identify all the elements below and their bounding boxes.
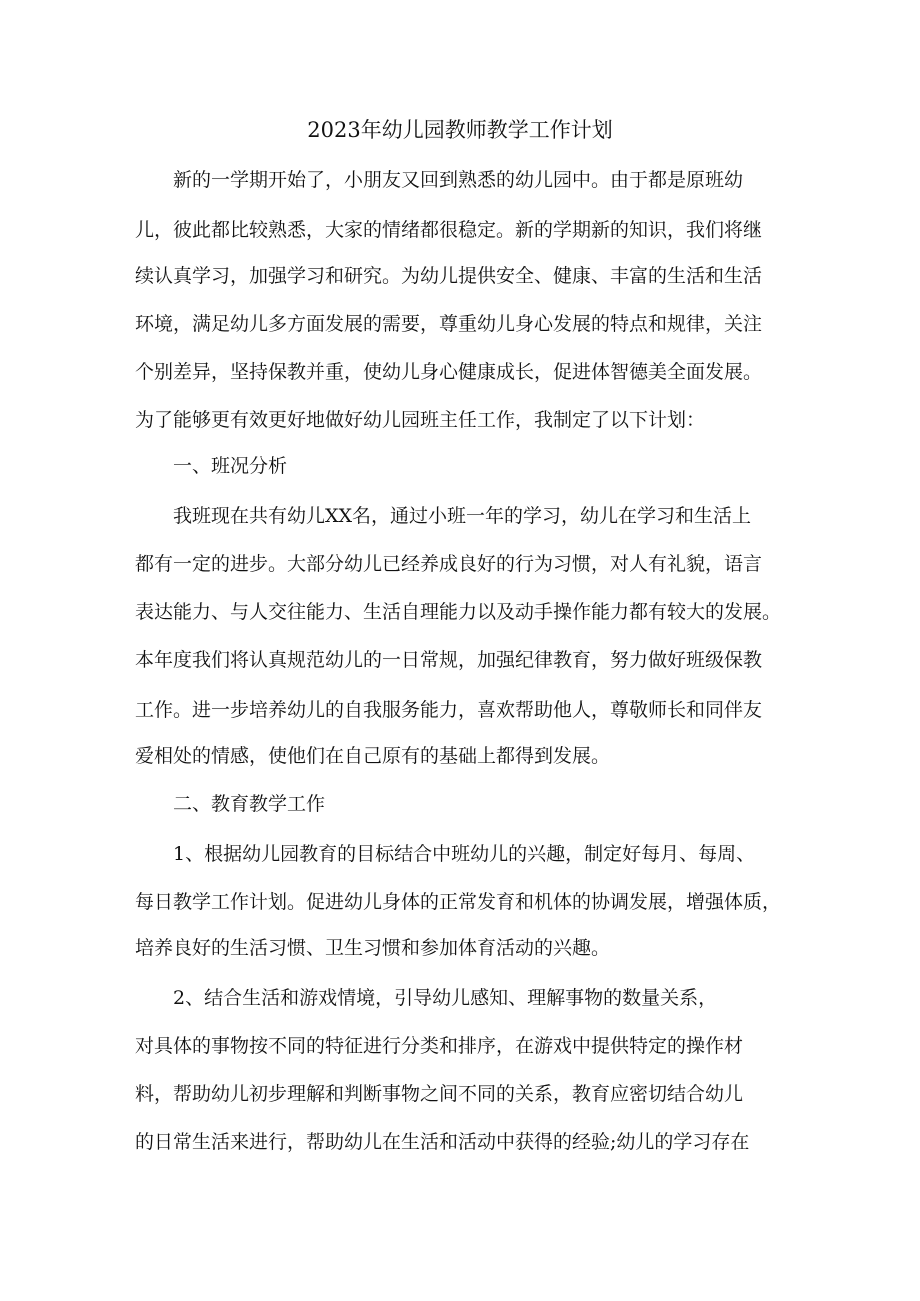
- body-line: 2、结合生活和游戏情境，引导幼儿感知、理解事物的数量关系，: [173, 987, 718, 1009]
- body-line: 1、根据幼儿园教育的目标结合中班幼儿的兴趣，制定好每月、每周、: [173, 843, 756, 865]
- body-line: 新的一学期开始了，小朋友又回到熟悉的幼儿园中。由于都是原班幼: [173, 169, 744, 191]
- body-line: 续认真学习，加强学习和研究。为幼儿提供安全、健康、丰富的生活和生活: [135, 265, 763, 287]
- body-line: 表达能力、与人交往能力、生活自理能力以及动手操作能力都有较大的发展。: [135, 601, 782, 623]
- body-line: 一、班况分析: [173, 455, 288, 477]
- body-line: 爱相处的情感，使他们在自己原有的基础上都得到发展。: [135, 745, 611, 767]
- body-line: 为了能够更有效更好地做好幼儿园班主任工作，我制定了以下计划：: [135, 409, 706, 431]
- body-line: 个别差异，坚持保教并重，使幼儿身心健康成长，促进体智德美全面发展。: [135, 361, 763, 383]
- document-title: 2023年幼儿园教师教学工作计划: [307, 118, 613, 142]
- body-line: 我班现在共有幼儿XX名，通过小班一年的学习，幼儿在学习和生活上: [173, 505, 752, 527]
- body-line: 工作。进一步培养幼儿的自我服务能力，喜欢帮助他人，尊敬师长和同伴友: [135, 699, 763, 721]
- body-line: 培养良好的生活习惯、卫生习惯和参加体育活动的兴趣。: [135, 937, 611, 959]
- body-line: 都有一定的进步。大部分幼儿已经养成良好的行为习惯，对人有礼貌，语言: [135, 553, 763, 575]
- body-line: 对具体的事物按不同的特征进行分类和排序，在游戏中提供特定的操作材: [135, 1035, 744, 1057]
- body-line: 本年度我们将认真规范幼儿的一日常规，加强纪律教育，努力做好班级保教: [135, 649, 763, 671]
- body-line: 环境，满足幼儿多方面发展的需要，尊重幼儿身心发展的特点和规律，关注: [135, 313, 763, 335]
- body-line: 料，帮助幼儿初步理解和判断事物之间不同的关系，教育应密切结合幼儿: [135, 1083, 744, 1105]
- body-line: 的日常生活来进行，帮助幼儿在生活和活动中获得的经验;幼儿的学习存在: [135, 1131, 750, 1153]
- body-line: 二、教育教学工作: [173, 793, 326, 815]
- body-line: 儿，彼此都比较熟悉，大家的情绪都很稳定。新的学期新的知识，我们将继: [135, 219, 763, 241]
- body-line: 每日教学工作计划。促进幼儿身体的正常发育和机体的协调发展，增强体质，: [135, 891, 782, 913]
